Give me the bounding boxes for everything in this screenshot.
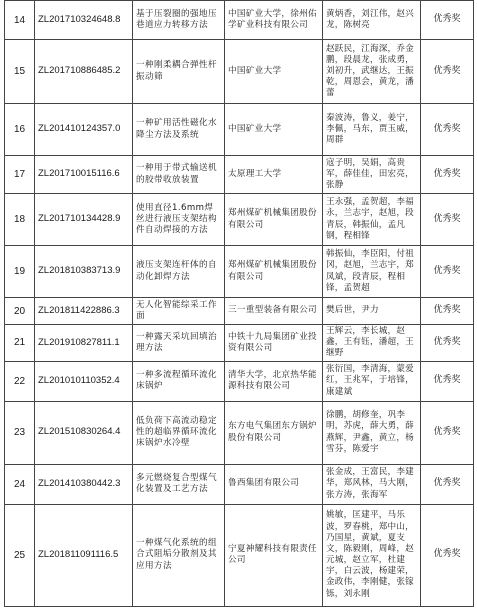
inventors: 张金成，王富民，李建华，郑风林，马大刚，张方涛，张海军 — [323, 464, 421, 504]
inventors: 秦波涛，鲁义，姜宁，李佩，马东，贾玉威，周群 — [323, 104, 421, 156]
patent-number: ZL201811422886.3 — [35, 298, 133, 325]
award-level: 优秀奖 — [421, 246, 474, 298]
inventors: 樊后世，尹力 — [323, 298, 421, 325]
patent-award-table — [4, 0, 474, 607]
patent-name: 液压支架连杆体的自动化卸焊方法 — [133, 246, 225, 298]
patent-name: 无人化智能综采工作面 — [133, 298, 225, 325]
table-row — [5, 156, 474, 194]
award-level: 优秀奖 — [421, 361, 474, 401]
patent-holder: 中国矿业大学，徐州佑学矿业科技有限公司 — [225, 1, 323, 40]
patent-name: 低负荷下高流动稳定性的超临界循环流化床锅炉水冷壁 — [133, 401, 225, 464]
row-number: 14 — [5, 1, 35, 40]
inventors: 韩振仙，李臣阳，付祖冈，赵旭，兰志宇，郑凤斌，段青辰，程相锋，孟贺超 — [323, 246, 421, 298]
patent-number: ZL201710134428.9 — [35, 194, 133, 246]
row-number: 20 — [5, 298, 35, 325]
patent-holder: 中铁十九局集团矿业投资有限公司 — [225, 325, 323, 362]
table-row — [5, 194, 474, 246]
patent-holder: 清华大学，北京热华能源科技有限公司 — [225, 361, 323, 401]
table-row — [5, 325, 474, 362]
patent-name: 基于压裂圈的强地压巷道应力转移方法 — [133, 1, 225, 40]
row-number: 22 — [5, 361, 35, 401]
award-level: 优秀奖 — [421, 40, 474, 104]
table-row — [5, 298, 474, 325]
award-level: 优秀奖 — [421, 325, 474, 362]
patent-name: 一种矿用活性磁化水降尘方法及系统 — [133, 104, 225, 156]
inventors: 徐鹏，胡修奎，巩李明，苏虎，薛大勇，薛燕辉，尹鑫，黄立，杨雪芬，陈爱宇 — [323, 401, 421, 464]
patent-number: ZL201710324648.8 — [35, 1, 133, 40]
award-level: 优秀奖 — [421, 401, 474, 464]
table-row — [5, 361, 474, 401]
patent-name: 一种露天采坑回填治理方法 — [133, 325, 225, 362]
patent-name: 一种煤气化系统的组合式阻垢分散剂及其应用方法 — [133, 504, 225, 606]
award-level: 优秀奖 — [421, 504, 474, 606]
inventors: 黄炳香，刘江伟，赵兴龙，陈树亮 — [323, 1, 421, 40]
table-row — [5, 104, 474, 156]
patent-number: ZL201510830264.4 — [35, 401, 133, 464]
patent-number: ZL201410380442.3 — [35, 464, 133, 504]
patent-holder: 中国矿业大学 — [225, 40, 323, 104]
row-number: 21 — [5, 325, 35, 362]
inventors: 王辉云，李长城，赵鑫，王有钰，潘超，王继野 — [323, 325, 421, 362]
table-row — [5, 504, 474, 606]
patent-name: 多元燃烧复合型煤气化装置及工艺方法 — [133, 464, 225, 504]
patent-name: 使用直径1.6mm焊丝进行液压支架结构件自动焊接的方法 — [133, 194, 225, 246]
row-number: 23 — [5, 401, 35, 464]
inventors: 寇子明，吴娟，高贵军，薛佳佳，田宏亮，张静 — [323, 156, 421, 194]
patent-holder: 中国矿业大学 — [225, 104, 323, 156]
patent-number: ZL201910827811.1 — [35, 325, 133, 362]
inventors: 姚敏，匡建平，马乐波，罗春桃，郑中山，乃国星，黄斌，夏支文，陈毅刚，周峰，赵元城，赵立军，杜建宇，白云波，杨建荣，金政伟，李刚健，张镓铄，刘永刚 — [323, 504, 421, 606]
table-row — [5, 464, 474, 504]
inventors: 张衍国，李清海，蒙爱红，王兆军，于培锋，康建斌 — [323, 361, 421, 401]
patent-holder: 太原理工大学 — [225, 156, 323, 194]
award-level: 优秀奖 — [421, 1, 474, 40]
award-level: 优秀奖 — [421, 104, 474, 156]
table-row — [5, 246, 474, 298]
table-row — [5, 40, 474, 104]
award-level: 优秀奖 — [421, 298, 474, 325]
patent-holder: 宁夏神耀科技有限责任公司 — [225, 504, 323, 606]
row-number: 25 — [5, 504, 35, 606]
patent-number: ZL201811091116.5 — [35, 504, 133, 606]
patent-holder: 郑州煤矿机械集团股份有限公司 — [225, 246, 323, 298]
patent-holder: 鲁西集团有限公司 — [225, 464, 323, 504]
row-number: 18 — [5, 194, 35, 246]
award-level: 优秀奖 — [421, 464, 474, 504]
row-number: 19 — [5, 246, 35, 298]
inventors: 王永强，孟贺超，李福永，兰志宇，赵旭，段青辰，韩振仙，孟凡钢，程相锋 — [323, 194, 421, 246]
row-number: 24 — [5, 464, 35, 504]
patent-holder: 东方电气集团东方锅炉股份有限公司 — [225, 401, 323, 464]
patent-number: ZL201010110352.4 — [35, 361, 133, 401]
row-number: 15 — [5, 40, 35, 104]
patent-number: ZL201410124357.0 — [35, 104, 133, 156]
table-row — [5, 1, 474, 40]
inventors: 赵跃民，江海深，乔金鹏，段晨龙，张成勇，刘初升，武继达，王振乾，周恩会，黄龙，潘蕾 — [323, 40, 421, 104]
patent-holder: 三一重型装备有限公司 — [225, 298, 323, 325]
patent-name: 一种用于带式输送机的胶带收放装置 — [133, 156, 225, 194]
row-number: 17 — [5, 156, 35, 194]
award-level: 优秀奖 — [421, 156, 474, 194]
row-number: 16 — [5, 104, 35, 156]
patent-number: ZL201710886485.2 — [35, 40, 133, 104]
patent-number: ZL201810383713.9 — [35, 246, 133, 298]
patent-name: 一种多流程循环流化床锅炉 — [133, 361, 225, 401]
table-row — [5, 401, 474, 464]
patent-number: ZL201710015116.6 — [35, 156, 133, 194]
award-level: 优秀奖 — [421, 194, 474, 246]
patent-name: 一种刚柔耦合弹性杆振动筛 — [133, 40, 225, 104]
patent-holder: 郑州煤矿机械集团股份有限公司 — [225, 194, 323, 246]
